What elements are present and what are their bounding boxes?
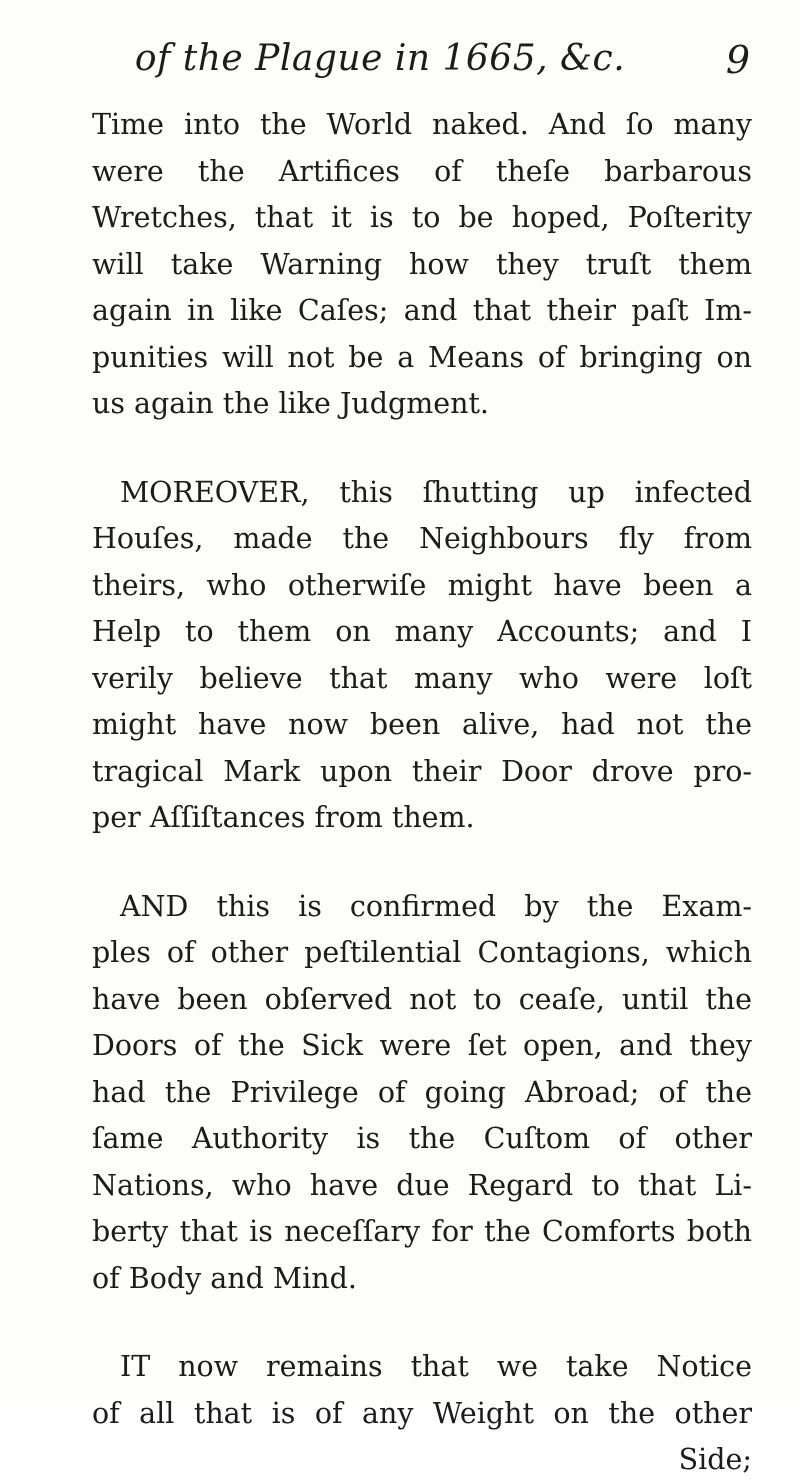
text-line: Houſes, made the Neighbours fly from	[92, 522, 752, 555]
text-line: theirs, who otherwiſe might have been a	[92, 568, 752, 602]
paragraph-gap	[92, 428, 752, 470]
text-line: tragical Mark upon their Door drove pro-	[92, 754, 752, 788]
text-line: had the Privilege of going Abroad; of the	[92, 1075, 752, 1109]
text-line: might have now been alive, had not the	[92, 708, 752, 741]
text-line: MOREOVER, this ſhutting up infected	[120, 475, 752, 509]
paragraph-gap	[92, 1302, 752, 1344]
text-line: of Body and Mind.	[92, 1261, 357, 1295]
running-title: of the Plague in 1665, &c.	[134, 38, 626, 79]
text-line: were the Artifices of theſe barbarous	[92, 154, 752, 188]
paragraph-3	[92, 884, 752, 1303]
body-text	[92, 102, 752, 1484]
text-line: of all that is of any Weight on the other	[92, 1396, 752, 1430]
catchword: Side;	[678, 1443, 752, 1476]
paragraph-gap	[92, 842, 752, 884]
text-line: IT now remains that we take Notice	[120, 1350, 752, 1383]
text-line: Time into the World naked. And ſo many	[92, 108, 752, 141]
text-line: berty that is neceſſary for the Comforts both	[92, 1215, 752, 1248]
text-line: will take Warning how they truſt them	[92, 247, 752, 281]
text-line: have been obſerved not to ceaſe, until the	[92, 982, 752, 1016]
text-line: us again the like Judgment.	[92, 387, 489, 420]
text-line: Doors of the Sick were ſet open, and they	[92, 1029, 752, 1062]
text-line: AND this is confirmed by the Exam-	[120, 889, 752, 923]
text-line: Wretches, that it is to be hoped, Poſterity	[92, 201, 752, 234]
text-line: Help to them on many Accounts; and I	[92, 615, 752, 648]
text-line: ſame Authority is the Cuſtom of other	[92, 1122, 752, 1155]
page-header	[90, 38, 750, 98]
text-line: ples of other peſtilential Contagions, which	[92, 936, 752, 969]
text-line: verily believe that many who were loſt	[92, 661, 752, 695]
paragraph-1	[92, 102, 752, 428]
page-number: 9	[725, 38, 750, 82]
text-line: per Aſſiſtances from them.	[92, 801, 475, 834]
text-line: again in like Caſes; and that their paſt Im-	[92, 294, 752, 327]
paragraph-4	[92, 1344, 752, 1484]
text-line: Nations, who have due Regard to that Li-	[92, 1168, 752, 1202]
paragraph-2	[92, 470, 752, 842]
text-line: punities will not be a Means of bringing on	[92, 340, 752, 374]
